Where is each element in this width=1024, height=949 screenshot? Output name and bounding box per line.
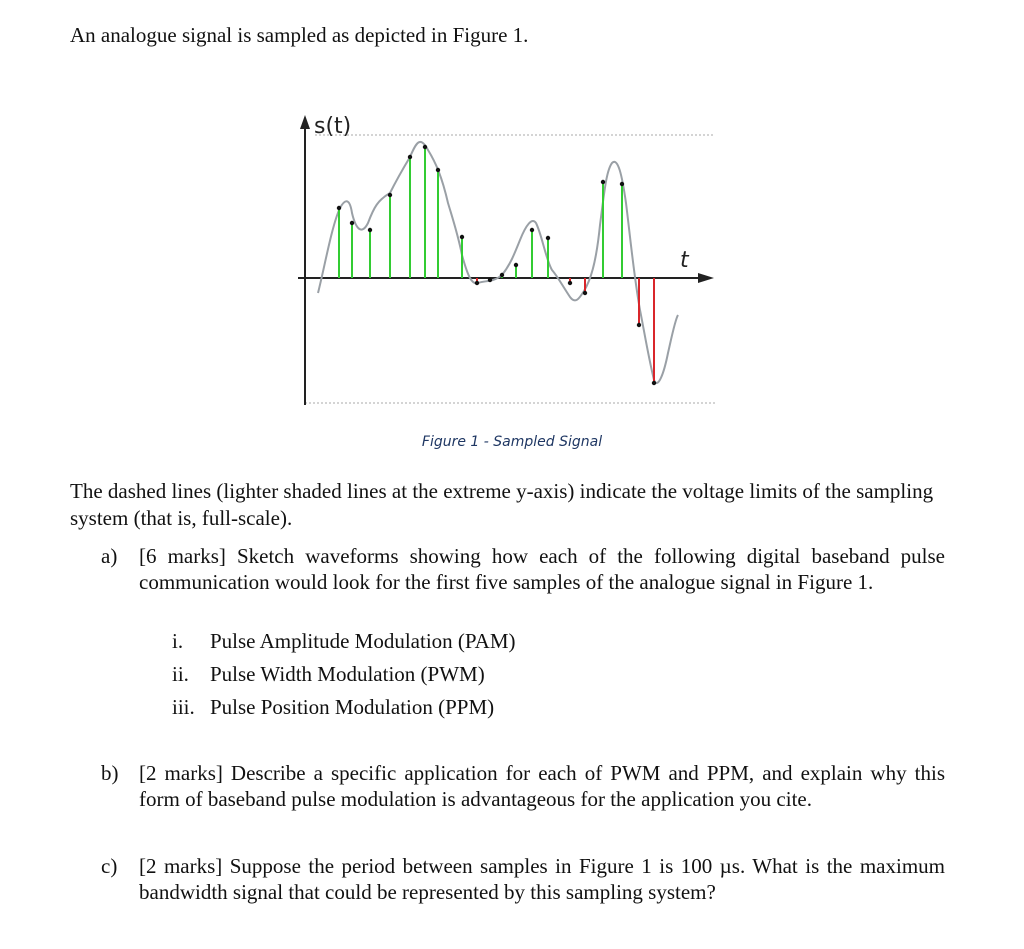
subitem-pam-number: i. bbox=[172, 629, 184, 653]
sampled-signal-figure bbox=[280, 105, 720, 415]
figure-caption: Figure 1 - Sampled Signal bbox=[421, 434, 603, 450]
subitem-ppm-number: iii. bbox=[172, 695, 195, 719]
sample-point-9 bbox=[475, 281, 479, 285]
sample-point-2 bbox=[350, 221, 354, 225]
sample-point-8 bbox=[460, 235, 464, 239]
sample-point-1 bbox=[337, 206, 341, 210]
y-axis-arrow-icon bbox=[300, 115, 310, 129]
question-c-text: [2 marks] Suppose the period between samples in Figure 1 is 100 µs. What is the maximum bandwidth signal that could be represented by this sampling system? bbox=[139, 854, 945, 904]
question-a-text: [6 marks] Sketch waveforms showing how each of the following digital baseband pulse communication would look for the first five samples of the analogue signal in Figure 1. bbox=[139, 544, 945, 594]
sample-point-11 bbox=[500, 273, 504, 277]
sample-point-3 bbox=[368, 228, 372, 232]
sample-point-15 bbox=[568, 281, 572, 285]
analogue-signal-curve bbox=[318, 142, 678, 383]
sample-point-20 bbox=[652, 381, 656, 385]
sample-point-17 bbox=[601, 180, 605, 184]
subitem-pwm-number: ii. bbox=[172, 662, 189, 686]
sample-point-16 bbox=[583, 291, 587, 295]
sample-point-6 bbox=[423, 145, 427, 149]
y-axis-label: s(t) bbox=[314, 114, 352, 139]
sample-point-10 bbox=[488, 278, 492, 282]
intro-text: An analogue signal is sampled as depicted in Figure 1. bbox=[70, 23, 529, 47]
subitem-pam-text: Pulse Amplitude Modulation (PAM) bbox=[210, 629, 516, 653]
question-b-letter: b) bbox=[101, 761, 119, 785]
subitem-pam bbox=[172, 628, 516, 654]
sample-point-14 bbox=[546, 236, 550, 240]
subitem-ppm-text: Pulse Position Modulation (PPM) bbox=[210, 695, 495, 719]
sample-point-12 bbox=[514, 263, 518, 267]
x-axis-arrow-icon bbox=[698, 273, 714, 283]
sample-point-13 bbox=[530, 228, 534, 232]
sample-point-5 bbox=[408, 155, 412, 159]
x-axis-label: t bbox=[680, 248, 689, 273]
subitem-ppm bbox=[172, 694, 494, 720]
question-b-text: [2 marks] Describe a specific application for each of PWM and PPM, and explain why this form of baseband pulse modulation is advantageous for the application you cite. bbox=[139, 761, 945, 811]
sample-point-19 bbox=[637, 323, 641, 327]
dashed-lines-note: The dashed lines (lighter shaded lines at the extreme y-axis) indicate the voltage limits of the sampling system (that is, full-scale). bbox=[70, 479, 934, 530]
sample-point-7 bbox=[436, 168, 440, 172]
question-a-letter: a) bbox=[101, 544, 118, 568]
sample-point-4 bbox=[388, 193, 392, 197]
subitem-pwm-text: Pulse Width Modulation (PWM) bbox=[210, 662, 485, 686]
subitem-pwm bbox=[172, 661, 485, 687]
question-c-letter: c) bbox=[101, 854, 118, 878]
sample-point-18 bbox=[620, 182, 624, 186]
